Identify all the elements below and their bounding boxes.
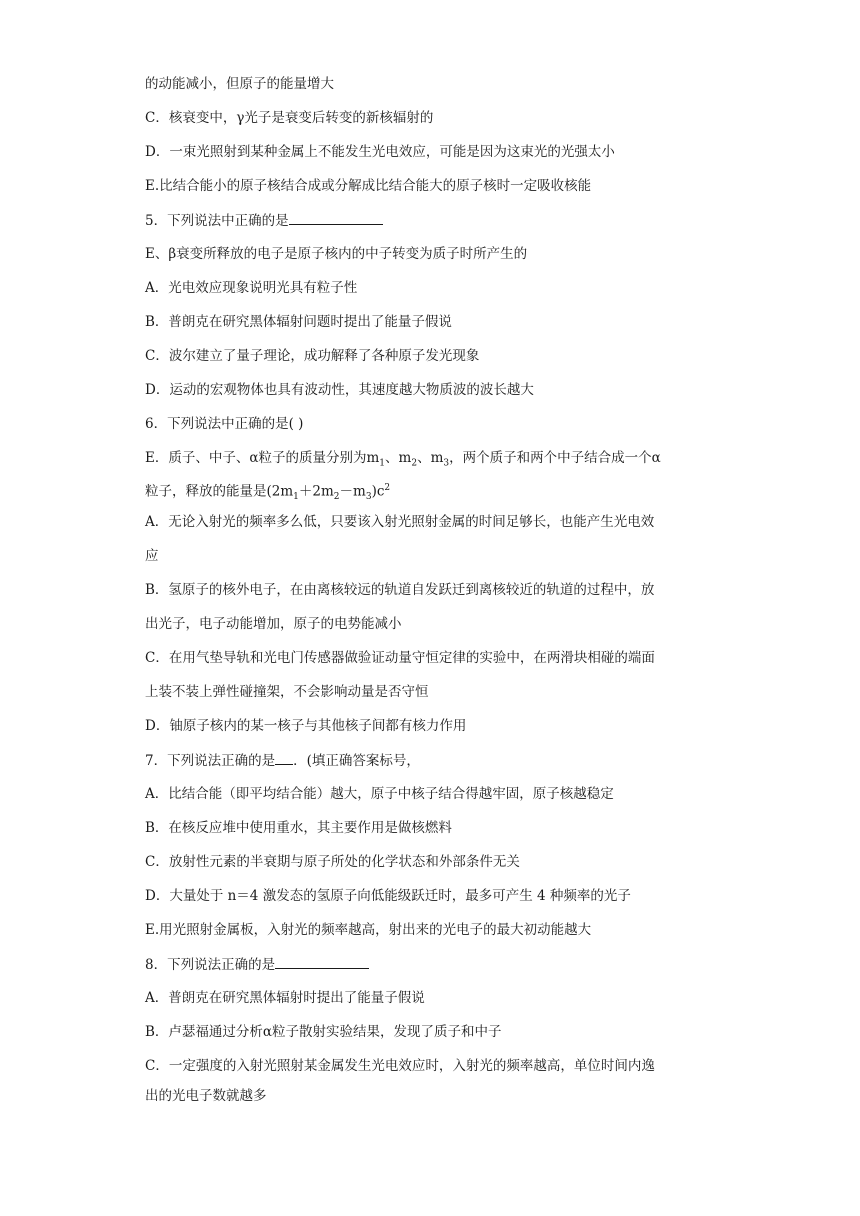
text-line: 出的光电子数就越多 [145, 1088, 267, 1104]
subscript: 1 [379, 458, 386, 469]
option-b: B．在核反应堆中使用重水，其主要作用是做核燃料 [145, 820, 452, 836]
answer-blank[interactable] [275, 954, 369, 969]
separator: 、 [417, 450, 431, 466]
text-line: 的动能减小，但原子的能量增大 [145, 76, 334, 92]
subscript: 3 [443, 458, 450, 469]
question-text: 8．下列说法正确的是 [145, 957, 276, 973]
question-text-tail: ．(填正确答案标号， [293, 753, 420, 769]
option-c: C．一定强度的入射光照射某金属发生光电效应时，入射光的频率越高，单位时间内逸 [145, 1058, 655, 1074]
option-d: D．铀原子核内的某一核子与其他核子间都有核力作用 [145, 718, 467, 734]
option-text: E．质子、中子、α粒子的质量分别为 [145, 450, 367, 466]
text-line: 应 [145, 548, 159, 564]
text-line [145, 478, 390, 507]
subscript: 2 [333, 492, 340, 503]
question-8 [145, 954, 369, 975]
mass-symbol: m [430, 450, 444, 466]
option-b: B．氢原子的核外电子，在由离核较远的轨道自发跃迁到离核较近的轨道的过程中，放 [145, 582, 655, 598]
option-d: D．一束光照射到某种金属上不能发生光电效应，可能是因为这束光的光强太小 [145, 144, 615, 160]
formula-part: )c [371, 483, 385, 500]
formula-part: －m [339, 483, 366, 500]
question-6: 6．下列说法中正确的是( ) [145, 416, 304, 432]
option-e: E、β衰变所释放的电子是原子核内的中子转变为质子时所产生的 [145, 246, 528, 262]
option-d: D．大量处于 n＝4 激发态的氢原子向低能级跃迁时，最多可产生 4 种频率的光子 [145, 888, 631, 904]
option-e [145, 448, 661, 474]
question-7 [145, 750, 420, 771]
option-text-tail: ，两个质子和两个中子结合成一个α [449, 450, 661, 466]
mass-symbol: m [366, 450, 380, 466]
option-e: E.用光照射金属板，入射光的频率越高，射出来的光电子的最大初动能越大 [145, 922, 592, 938]
superscript: 2 [384, 483, 391, 493]
option-c: C．核衰变中，γ光子是衰变后转变的新核辐射的 [145, 110, 434, 126]
formula-part: (2m [266, 483, 294, 500]
option-e: E.比结合能小的原子核结合成或分解成比结合能大的原子核时一定吸收核能 [145, 178, 592, 194]
text-line: 上装不装上弹性碰撞架，不会影响动量是否守恒 [145, 684, 429, 700]
option-c: C．在用气垫导轨和光电门传感器做验证动量守恒定律的实验中，在两滑块相碰的端面 [145, 650, 655, 666]
subscript: 2 [411, 458, 418, 469]
option-a: A．无论入射光的频率多么低，只要该入射光照射金属的时间足够长，也能产生光电效 [145, 514, 655, 530]
option-d: D．运动的宏观物体也具有波动性，其速度越大物质波的波长越大 [145, 382, 534, 398]
answer-blank[interactable] [289, 210, 383, 225]
option-c: C．放射性元素的半衰期与原子所处的化学状态和外部条件无关 [145, 854, 520, 870]
formula-part: ＋2m [298, 483, 334, 500]
option-b: B．普朗克在研究黑体辐射问题时提出了能量子假说 [145, 314, 452, 330]
subscript: 1 [293, 492, 299, 503]
option-a: A．光电效应现象说明光具有粒子性 [145, 280, 358, 296]
question-text: 5．下列说法中正确的是 [145, 213, 289, 229]
option-c: C．波尔建立了量子理论，成功解释了各种原子发光现象 [145, 348, 480, 364]
question-text: 7．下列说法正确的是 [145, 753, 276, 769]
text-line: 出光子，电子动能增加，原子的电势能减小 [145, 616, 402, 632]
separator: 、 [385, 450, 399, 466]
option-b: B．卢瑟福通过分析α粒子散射实验结果，发现了质子和中子 [145, 1024, 502, 1040]
subscript: 3 [365, 492, 372, 503]
option-a: A．普朗克在研究黑体辐射时提出了能量子假说 [145, 990, 425, 1006]
question-5 [145, 210, 383, 231]
text: 粒子，释放的能量是 [145, 483, 267, 500]
option-a: A．比结合能（即平均结合能）越大，原子中核子结合得越牢固，原子核越稳定 [145, 786, 614, 802]
answer-blank[interactable] [275, 750, 293, 765]
mass-symbol: m [398, 450, 412, 466]
